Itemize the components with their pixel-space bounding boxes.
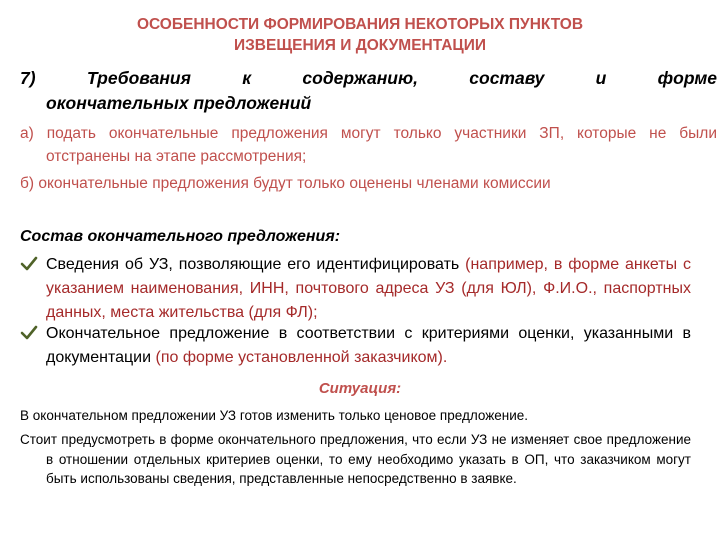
- situation-heading: Ситуация:: [318, 380, 402, 397]
- page-title: [0, 14, 720, 56]
- situation-paragraph-2: Стоит предусмотреть в форме окончательного предложения, что если УЗ не изменяет свое предложение в отношении отдельных критериев оценки, то ему необходимо указать в ОП, что заказчиком могут быть использованы сведения, представленные непосредственно в заявке.: [20, 432, 691, 486]
- title-line-1: ОСОБЕННОСТИ ФОРМИРОВАНИЯ НЕКОТОРЫХ ПУНКТОВ: [136, 16, 584, 33]
- checkmark-icon: [20, 255, 38, 273]
- title-line-2: ИЗВЕЩЕНИЯ И ДОКУМЕНТАЦИИ: [233, 37, 487, 54]
- situation-paragraph-1: В окончательном предложении УЗ готов изменить только ценовое предложение.: [20, 408, 529, 423]
- bullet-item-final-offer: [20, 322, 691, 370]
- bullet-main-text: Сведения об УЗ, позволяющие его идентифицировать: [46, 256, 466, 273]
- paragraph-a: а) подать окончательные предложения могут только участники ЗП, которые не были отстранены на этапе рассмотрения;: [20, 125, 717, 165]
- bullet-highlight-text: (например, в форме анкеты с указанием наименования, ИНН, почтового адреса УЗ (для ЮЛ), Ф.И.О., паспортных данных, места жительства (для ФЛ);: [46, 256, 692, 321]
- bullet-main-text: Окончательное предложение в соответствии с критериями оценки, указанными в документации: [46, 325, 691, 366]
- item-7-heading: [20, 66, 717, 116]
- paragraph-b: б) окончательные предложения будут только оценены членами комиссии: [20, 175, 551, 192]
- bullet-highlight-text: (по форме установленной заказчиком).: [155, 349, 448, 366]
- item-7-line-2: окончательных предложений: [46, 93, 312, 113]
- bullet-item-identification: [20, 253, 691, 325]
- item-7-line-1: 7) Требования к содержанию, составу и форме: [20, 68, 717, 88]
- composition-heading: Состав окончательного предложения:: [20, 228, 341, 245]
- bullet-text: [20, 253, 691, 325]
- checkmark-icon: [20, 324, 38, 342]
- bullet-text: [20, 322, 691, 370]
